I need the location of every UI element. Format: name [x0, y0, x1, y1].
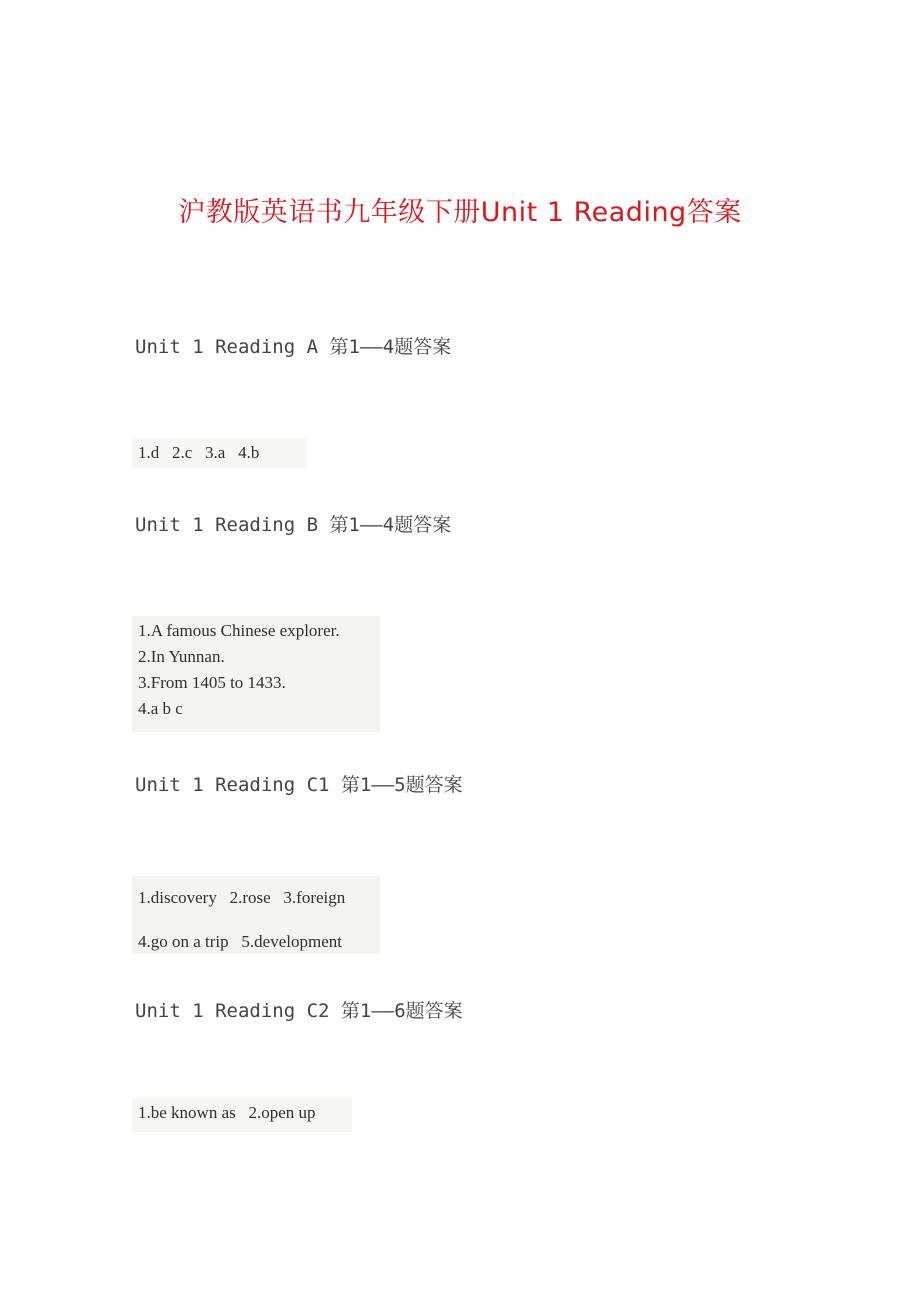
- answer-line: 4.go on a trip 5.development: [138, 932, 342, 951]
- answer-image-reading-a: [132, 438, 307, 468]
- page-title: 沪教版英语书九年级下册Unit 1 Reading答案: [178, 197, 742, 228]
- answer-line: 1.discovery 2.rose 3.foreign: [138, 888, 346, 907]
- answer-line: 1.be known as 2.open up: [138, 1103, 316, 1122]
- answer-line: 1.d 2.c 3.a 4.b: [138, 443, 260, 462]
- section-heading-reading-b: Unit 1 Reading B 第1——4题答案: [135, 514, 452, 536]
- answer-image-reading-b: [132, 616, 380, 732]
- answer-line: 4.a b c: [138, 699, 183, 718]
- answer-image-reading-c1: [132, 876, 380, 954]
- answer-line: 2.In Yunnan.: [138, 647, 225, 666]
- section-heading-reading-a: Unit 1 Reading A 第1——4题答案: [135, 336, 452, 358]
- answer-image-reading-c2: [132, 1098, 352, 1132]
- section-heading-reading-c1: Unit 1 Reading C1 第1——5题答案: [135, 774, 463, 796]
- answer-line: 3.From 1405 to 1433.: [138, 673, 286, 692]
- answer-line: 1.A famous Chinese explorer.: [138, 621, 340, 640]
- section-heading-reading-c2: Unit 1 Reading C2 第1——6题答案: [135, 1000, 463, 1022]
